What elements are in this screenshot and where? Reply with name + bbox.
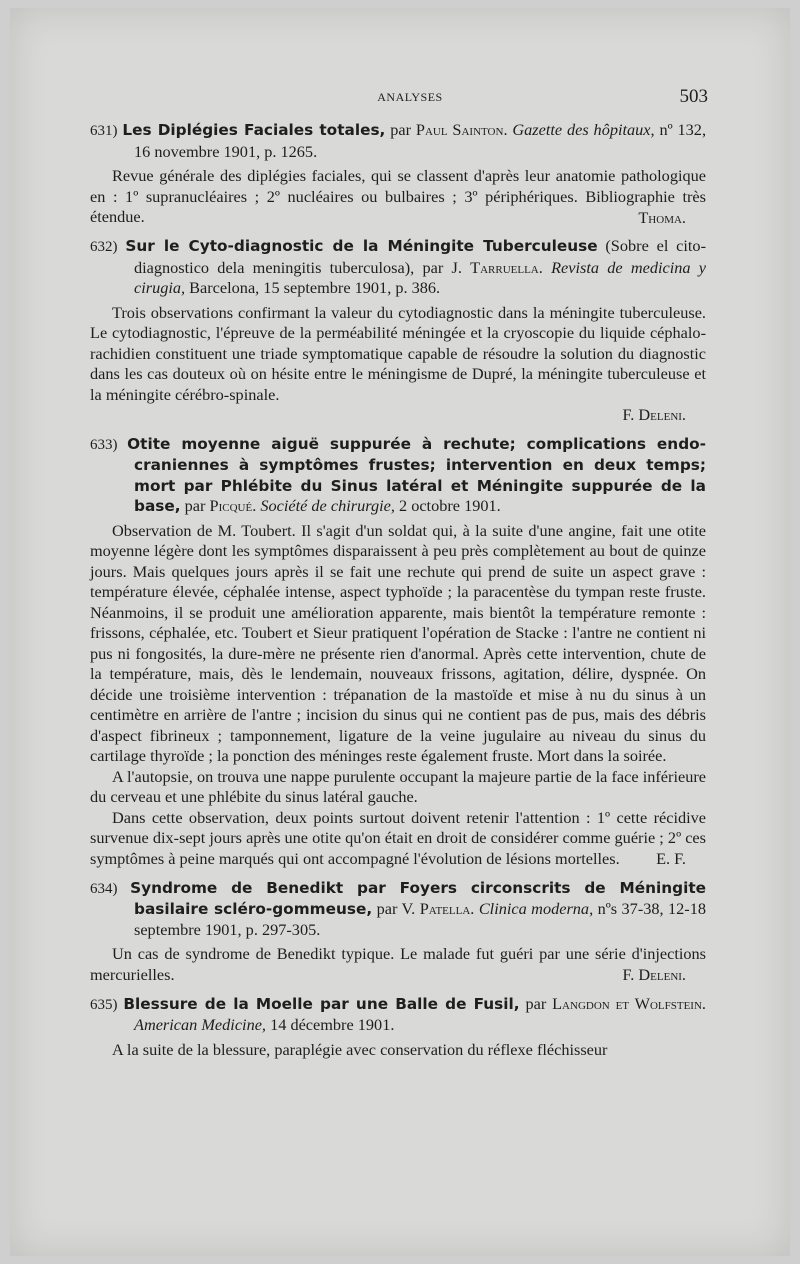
entry-author: Picqué bbox=[209, 496, 253, 515]
entry-details: nºs 37-38, 12-18 septembre 1901, p. 297-305. bbox=[134, 899, 707, 939]
entry-paragraph: A la suite de la blessure, paraplégie avec conservation du réflexe fléchisseur bbox=[112, 1039, 608, 1059]
entry-text: Revue générale des diplégies faciales, qui se classent d'après leur anatomie pathologique en : 1º supranucléaires ; 2º nucléaires ou bulbaires ; 3º périphériques. Bibliographie très étendue. bbox=[90, 166, 706, 226]
entry-author: Paul Sainton bbox=[415, 120, 504, 139]
entry-heading bbox=[90, 120, 706, 162]
page-header bbox=[112, 88, 708, 112]
entry-title: Blessure de la Moelle par une Balle de Fusil, bbox=[123, 994, 520, 1013]
entry-source: Revista de medicina y cirugia, bbox=[134, 257, 707, 297]
entry-title: Otite moyenne aiguë suppurée à rechute; complications endo-craniennes à symptômes frustes; intervention en deux temps; mort par Phlébite du Sinus latéral et Méningite suppurée de la base, bbox=[127, 434, 707, 515]
entry-par: par bbox=[385, 120, 416, 139]
entry-633 bbox=[90, 434, 706, 870]
entry-source-separator: . bbox=[538, 257, 552, 277]
entry-number: 633) bbox=[90, 436, 118, 453]
entry-source: Société de chirurgie, bbox=[260, 496, 395, 515]
entry-number: 635) bbox=[90, 996, 118, 1013]
entry-details: nº 132, 16 novembre 1901, p. 1265. bbox=[134, 120, 707, 161]
entry-paragraph: A l'autopsie, on trouva une nappe purulente occupant la majeure partie de la face inférieure du cerveau et une phlébite du sinus latéral gauche. bbox=[90, 766, 706, 806]
entry-source-separator: . bbox=[470, 899, 479, 918]
entry-par: par bbox=[519, 993, 553, 1013]
article-content bbox=[90, 120, 706, 1062]
entry-heading bbox=[90, 236, 706, 299]
entry-details: 2 octobre 1901. bbox=[394, 496, 501, 515]
entry-par: par bbox=[180, 496, 210, 515]
entry-signature: Thoma. bbox=[638, 207, 686, 227]
entry-details: 14 décembre 1901. bbox=[266, 1015, 395, 1034]
entry-signature: E. F. bbox=[656, 849, 686, 868]
entry-heading bbox=[90, 994, 706, 1036]
entry-details: Barcelona, 15 septembre 1901, p. 386. bbox=[185, 278, 441, 297]
entry-author: Langdon et Wolfstein bbox=[552, 993, 702, 1013]
entry-author: Tarruella bbox=[470, 257, 539, 277]
entry-paragraph: Dans cette observation, deux points surtout doivent retenir l'attention : 1º cette récidive survenue dix-sept jours après une otite qu'on était en droit de considérer comme guérie ; 2º ces symptômes à peine marqués qui ont accompagné l'évolution de lésions mortelles. bbox=[90, 807, 706, 868]
entry-heading bbox=[90, 434, 706, 517]
entry-paragraph: Trois observations confirmant la valeur du cytodiagnostic dans la méningite tuberculeuse. Le cytodiagnostic, l'épreuve de la perméabilité méningée et la cryoscopie du liquide céphalo-rachidien constituent une triade symptomatique capable de résoudre la solution du diagnostic dans les cas douteux où on hésite entre le méningisme de Dupré, la méningite tuberculeuse et la méningite cérébro-spinale. bbox=[90, 302, 706, 404]
entry-634 bbox=[90, 878, 706, 986]
entry-paragraph: Observation de M. Toubert. Il s'agit d'un soldat qui, à la suite d'une angine, fait une otite moyenne légère dont les symptômes disparaissent à peu près complètement au bout de quinze jours. Mais quelques jours après il se fait une rechute qui prend de suite un aspect grave : température élevée, céphalée intense, aspect typhoïde ; la paracentèse du tympan reste fruste. Néanmoins, il se produit une amélioration apparente, mais bientôt la température remonte : frissons, céphalée, etc. Toubert et Sieur pratiquent l'opération de Stacke : l'antre ne contient ni pus ni fongosités, la dure-mère ne présente rien d'anormal. Après cette intervention, chute de la température, mais, dès le lendemain, nouveaux frissons, agitation, délire, dyspnée. On décide une troisième intervention : trépanation de la mastoïde et mise à nu du sinus à un centimètre en arrière de l'antre ; incision du sinus qui ne contient pas de pus, mais des débris d'aspect fibrineux ; tamponnement, ligature de la veine jugulaire au niveau du sinus du cartilage thyroïde ; la ponction des méninges reste également fruste. Mort dans la soirée. bbox=[90, 520, 706, 765]
entry-source: Gazette des hôpitaux, bbox=[512, 120, 655, 139]
entry-number: 631) bbox=[90, 123, 118, 139]
entry-631 bbox=[90, 120, 706, 228]
entry-635 bbox=[90, 994, 706, 1061]
entry-source-separator: . bbox=[503, 120, 513, 139]
entry-source: American Medicine, bbox=[134, 1015, 267, 1034]
entry-heading bbox=[90, 878, 706, 941]
entry-source-separator: . bbox=[701, 993, 706, 1013]
entry-par: (Sobre el cito-diagnostico dela meningitis tuberculosa), par J. bbox=[134, 236, 706, 277]
entry-par: par V. bbox=[372, 899, 420, 918]
entry-632 bbox=[90, 236, 706, 426]
entry-title: Sur le Cyto-diagnostic de la Méningite Tuberculeuse bbox=[125, 237, 598, 255]
entry-title: Les Diplégies Faciales totales, bbox=[122, 121, 386, 139]
entry-signature: F. Deleni. bbox=[622, 405, 686, 424]
entry-source-separator: . bbox=[252, 496, 261, 515]
entry-signature: F. Deleni. bbox=[622, 965, 686, 984]
entry-paragraph-signed bbox=[90, 166, 706, 228]
running-title: ANALYSES bbox=[377, 90, 443, 104]
entry-paragraph: Un cas de syndrome de Benedikt typique. Le malade fut guéri par une série d'injections mercurielles. bbox=[90, 944, 706, 984]
entry-title: Syndrome de Benedikt par Foyers circonscrits de Méningite basilaire scléro-gommeuse, bbox=[130, 878, 706, 918]
entry-author: Patella bbox=[419, 899, 471, 918]
page-number: 503 bbox=[679, 86, 708, 107]
entry-source: Clinica moderna, bbox=[478, 899, 594, 918]
entry-number: 632) bbox=[90, 239, 118, 255]
entry-number: 634) bbox=[90, 880, 118, 897]
page bbox=[10, 8, 790, 1256]
